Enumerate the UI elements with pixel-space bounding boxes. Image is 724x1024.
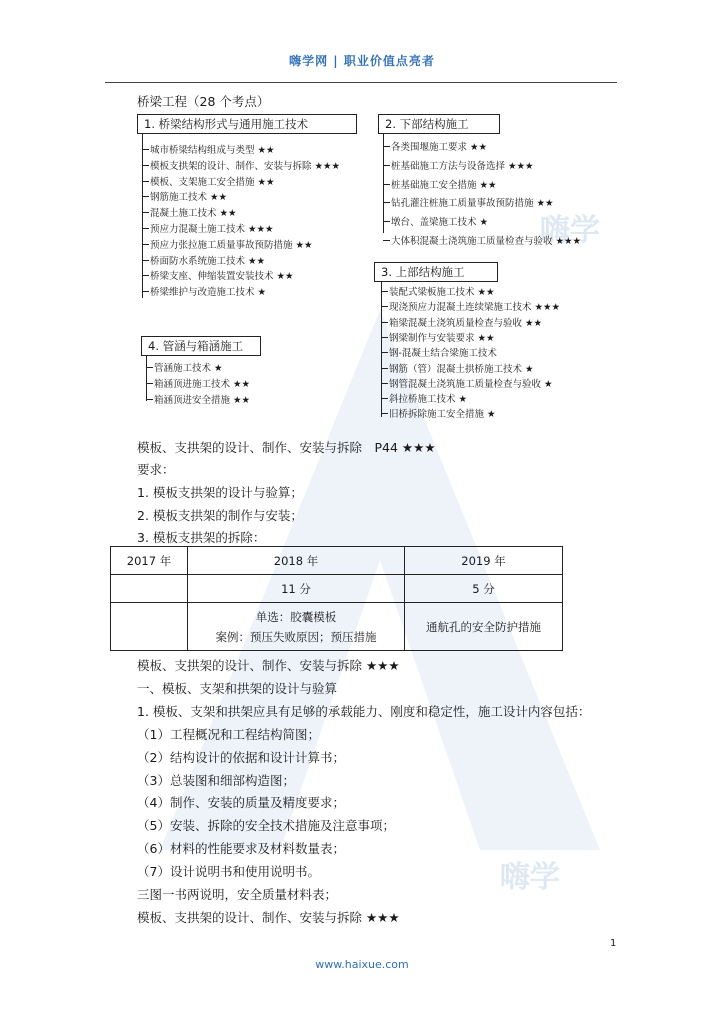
branch-tick	[142, 212, 149, 213]
mindmap-item: 钢筋（管）混凝土拱桥施工技术 ★	[389, 363, 534, 375]
mindmap-item: 钢-混凝土结合梁施工技术	[389, 348, 497, 360]
branch-tick	[381, 322, 388, 323]
exam-history-table	[110, 546, 563, 651]
mindmap-item: 城市桥梁结构组成与类型 ★★	[150, 145, 275, 156]
mindmap-item: 现浇预应力混凝土连续梁施工技术 ★★★	[389, 302, 561, 314]
cell-line: 单选：胶囊模板	[255, 609, 337, 624]
design-content-item: （3）总装图和细部构造图；	[137, 772, 295, 788]
mindmap-item: 钢管混凝土浇筑施工质量检查与验收 ★	[389, 378, 553, 390]
cell-line: 案例：预压失败原因；预压措施	[215, 629, 377, 644]
branch-tick	[383, 240, 390, 241]
page-number: 1	[610, 938, 617, 949]
section2-heading: 模板、支拱架的设计、制作、安装与拆除 ★★★	[137, 658, 400, 673]
table-cell	[111, 603, 188, 651]
branch-tick	[381, 337, 388, 338]
design-content-item: （5）安装、拆除的安全技术措施及注意事项；	[137, 818, 395, 834]
mindmap-item: 钢梁制作与安装要求 ★★	[389, 332, 495, 344]
mindmap-item: 箱梁混凝土浇筑质量检查与验收 ★★	[389, 317, 543, 329]
branch-tick	[142, 260, 149, 261]
mindmap-item: 模板支拱架的设计、制作、安装与拆除 ★★★	[150, 160, 341, 172]
page-header: 嗨学网 | 职业价值点亮者	[289, 54, 435, 68]
mindmap-item: 桥梁支座、伸缩装置安装技术 ★★	[150, 271, 294, 283]
branch-tick	[142, 149, 149, 150]
mindmap-item: 管涵施工技术 ★	[154, 363, 223, 374]
table-cell	[111, 575, 188, 603]
branch-tick	[383, 146, 390, 147]
section1-heading: 模板、支拱架的设计、制作、安装与拆除 P44 ★★★	[137, 440, 436, 455]
mindmap-item: 斜拉桥施工技术 ★	[389, 394, 468, 406]
table-row	[111, 603, 563, 651]
table-row	[111, 575, 563, 603]
table-cell: 5 分	[405, 575, 563, 603]
requirement-item: 3. 模板支拱架的拆除：	[137, 530, 266, 545]
mindmap-item: 桩基础施工安全措施 ★★	[391, 179, 497, 191]
design-content-item: （1）工程概况和工程结构简图；	[137, 727, 320, 742]
watermark-text: 嗨学	[500, 860, 560, 895]
branch-tick	[381, 368, 388, 369]
mindmap-item: 桥面防水系统施工技术 ★★	[150, 255, 266, 267]
table-cell: 通航孔的安全防护措施	[405, 603, 563, 651]
table-cell: 2017 年	[111, 547, 188, 575]
section2-intro: 1. 模板、支架和拱架应具有足够的承载能力、刚度和稳定性，施工设计内容包括：	[137, 704, 591, 719]
branch-tick	[142, 196, 149, 197]
design-content-item: （2）结构设计的依据和设计计算书；	[137, 749, 345, 765]
branch-line	[142, 133, 143, 298]
mindmap-item: 混凝土施工技术 ★★	[150, 208, 237, 220]
mindmap-item: 桩基础施工方法与设备选择 ★★★	[391, 160, 534, 172]
section2-heading-repeat: 模板、支拱架的设计、制作、安装与拆除 ★★★	[137, 910, 400, 925]
branch-tick	[142, 244, 149, 245]
branch-tick	[381, 291, 388, 292]
table-cell: 2018 年	[188, 547, 405, 575]
requirement-item: 1. 模板支拱架的设计与验算；	[137, 485, 303, 500]
header-rule	[105, 82, 617, 83]
mindmap-item: 墩台、盖梁施工技术 ★	[391, 217, 489, 229]
watermark-text: 嗨学	[540, 213, 600, 248]
design-content-item: （7）设计说明书和使用说明书。	[137, 863, 320, 879]
branch-line	[381, 281, 382, 417]
mindmap-item: 预应力混凝土施工技术 ★★★	[150, 224, 274, 235]
mindmap-group-2: 2. 下部结构施工	[378, 114, 500, 134]
branch-tick	[146, 367, 153, 368]
mindmap-item: 钻孔灌注桩施工质量事故预防措施 ★★	[391, 198, 554, 210]
table-cell: 11 分	[188, 575, 405, 603]
design-content-item: （4）制作、安装的质量及精度要求；	[137, 795, 345, 811]
design-content-item: （6）材料的性能要求及材料数量表；	[137, 841, 345, 856]
mindmap-item: 钢筋施工技术 ★★	[150, 192, 228, 204]
mindmap-item: 旧桥拆除施工安全措施 ★	[389, 409, 496, 421]
branch-tick	[381, 306, 388, 307]
branch-tick	[381, 398, 388, 399]
mindmap-item: 预应力张拉施工质量事故预防措施 ★★	[150, 239, 313, 251]
mindmap-item: 各类围堰施工要求 ★★	[391, 142, 488, 153]
branch-tick	[146, 383, 153, 384]
requirement-item: 2. 模板支拱架的制作与安装；	[137, 508, 303, 523]
mindmap-item: 装配式梁板施工技术 ★★	[389, 287, 495, 298]
section2-summary: 三图一书两说明，安全质量材料表；	[137, 887, 338, 902]
mindmap-item: 桥梁维护与改造施工技术 ★	[150, 287, 267, 299]
branch-tick	[142, 228, 149, 229]
table-cell: 2019 年	[405, 547, 563, 575]
branch-tick	[381, 352, 388, 353]
branch-line	[146, 355, 147, 401]
table-row	[111, 547, 563, 575]
mindmap-item: 大体积混凝土浇筑施工质量检查与验收 ★★★	[391, 236, 582, 247]
branch-tick	[383, 184, 390, 185]
branch-tick	[142, 275, 149, 276]
branch-tick	[142, 181, 149, 182]
mindmap-group-1: 1. 桥梁结构形式与通用施工技术	[137, 114, 357, 134]
mindmap-group-3: 3. 上部结构施工	[374, 262, 498, 282]
branch-tick	[383, 202, 390, 203]
mindmap-item: 模板、支架施工安全措施 ★★	[150, 176, 275, 188]
footer-url: www.haixue.com	[315, 958, 409, 971]
branch-tick	[383, 165, 390, 166]
mindmap-item: 箱涵顶进施工技术 ★★	[154, 379, 251, 391]
branch-tick	[146, 399, 153, 400]
mindmap-item: 箱涵顶进安全措施 ★★	[154, 395, 251, 407]
mindmap-title: 桥梁工程（28 个考点）	[137, 94, 270, 109]
section2-subheading: 一、模板、支架和拱架的设计与验算	[137, 681, 338, 696]
requirements-label: 要求：	[137, 462, 175, 477]
table-cell	[188, 603, 405, 651]
branch-tick	[381, 383, 388, 384]
branch-tick	[142, 291, 149, 292]
branch-tick	[381, 413, 388, 414]
mindmap-group-4: 4. 管涵与箱涵施工	[141, 336, 261, 356]
branch-tick	[383, 221, 390, 222]
branch-tick	[142, 165, 149, 166]
